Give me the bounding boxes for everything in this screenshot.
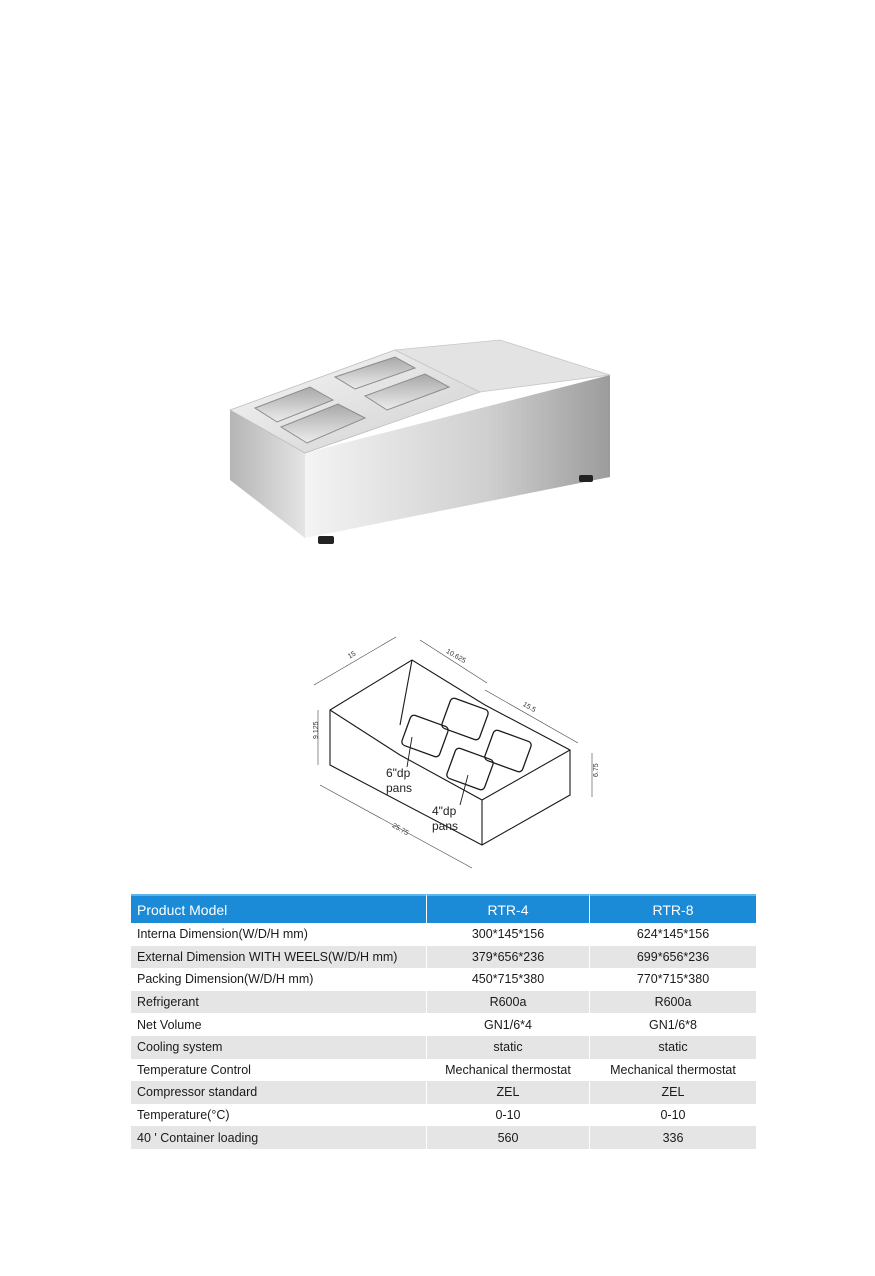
spec-value-rtr-8: 0-10 <box>589 1104 756 1127</box>
spec-value-rtr-4: 450*715*380 <box>426 968 589 991</box>
dim-label: 15 <box>347 650 358 661</box>
pan-label-4in: 4"dp <box>432 804 457 818</box>
spec-name: Temperature(°C) <box>131 1104 426 1127</box>
table-row <box>131 1104 756 1127</box>
product-photo <box>215 330 625 555</box>
spec-name: 40 ' Container loading <box>131 1126 426 1149</box>
col-header-product-model: Product Model <box>131 894 426 923</box>
spec-name: Compressor standard <box>131 1081 426 1104</box>
spec-value-rtr-8: 336 <box>589 1126 756 1149</box>
spec-name: Refrigerant <box>131 991 426 1014</box>
spec-name: Interna Dimension(W/D/H mm) <box>131 923 426 946</box>
table-header-row <box>131 894 756 923</box>
dim-label: 15.5 <box>521 701 537 715</box>
pan-label-6in: pans <box>386 781 413 795</box>
spec-name: Cooling system <box>131 1036 426 1059</box>
spec-value-rtr-8: 699*656*236 <box>589 946 756 969</box>
spec-name: Temperature Control <box>131 1059 426 1082</box>
table-row <box>131 968 756 991</box>
spec-value-rtr-8: ZEL <box>589 1081 756 1104</box>
spec-value-rtr-8: 624*145*156 <box>589 923 756 946</box>
table-row <box>131 1013 756 1036</box>
spec-value-rtr-8: 770*715*380 <box>589 968 756 991</box>
spec-value-rtr-4: 379*656*236 <box>426 946 589 969</box>
table-row <box>131 1126 756 1149</box>
spec-value-rtr-4: static <box>426 1036 589 1059</box>
spec-value-rtr-4: 300*145*156 <box>426 923 589 946</box>
spec-table <box>131 894 756 1149</box>
col-header-rtr-4: RTR-4 <box>426 894 589 923</box>
spec-value-rtr-8: GN1/6*8 <box>589 1013 756 1036</box>
table-row <box>131 991 756 1014</box>
spec-value-rtr-4: 0-10 <box>426 1104 589 1127</box>
spec-value-rtr-4: 560 <box>426 1126 589 1149</box>
col-header-rtr-8: RTR-8 <box>589 894 756 923</box>
spec-value-rtr-8: static <box>589 1036 756 1059</box>
table-row <box>131 923 756 946</box>
spec-value-rtr-8: Mechanical thermostat <box>589 1059 756 1082</box>
table-row <box>131 1059 756 1082</box>
spec-name: Packing Dimension(W/D/H mm) <box>131 968 426 991</box>
dim-label: 6.75 <box>593 763 600 777</box>
spec-value-rtr-4: ZEL <box>426 1081 589 1104</box>
dim-label: 9.125 <box>313 721 320 739</box>
dim-label: 10.625 <box>444 648 467 665</box>
spec-value-rtr-8: R600a <box>589 991 756 1014</box>
spec-value-rtr-4: Mechanical thermostat <box>426 1059 589 1082</box>
dim-label: 25.75 <box>390 822 410 838</box>
table-row <box>131 1081 756 1104</box>
pan-label-4in: pans <box>432 819 459 833</box>
spec-name: Net Volume <box>131 1013 426 1036</box>
dimension-drawing <box>300 625 600 870</box>
spec-value-rtr-4: R600a <box>426 991 589 1014</box>
table-row <box>131 1036 756 1059</box>
table-row <box>131 946 756 969</box>
pan-label-6in: 6"dp <box>386 766 411 780</box>
spec-value-rtr-4: GN1/6*4 <box>426 1013 589 1036</box>
spec-name: External Dimension WITH WEELS(W/D/H mm) <box>131 946 426 969</box>
